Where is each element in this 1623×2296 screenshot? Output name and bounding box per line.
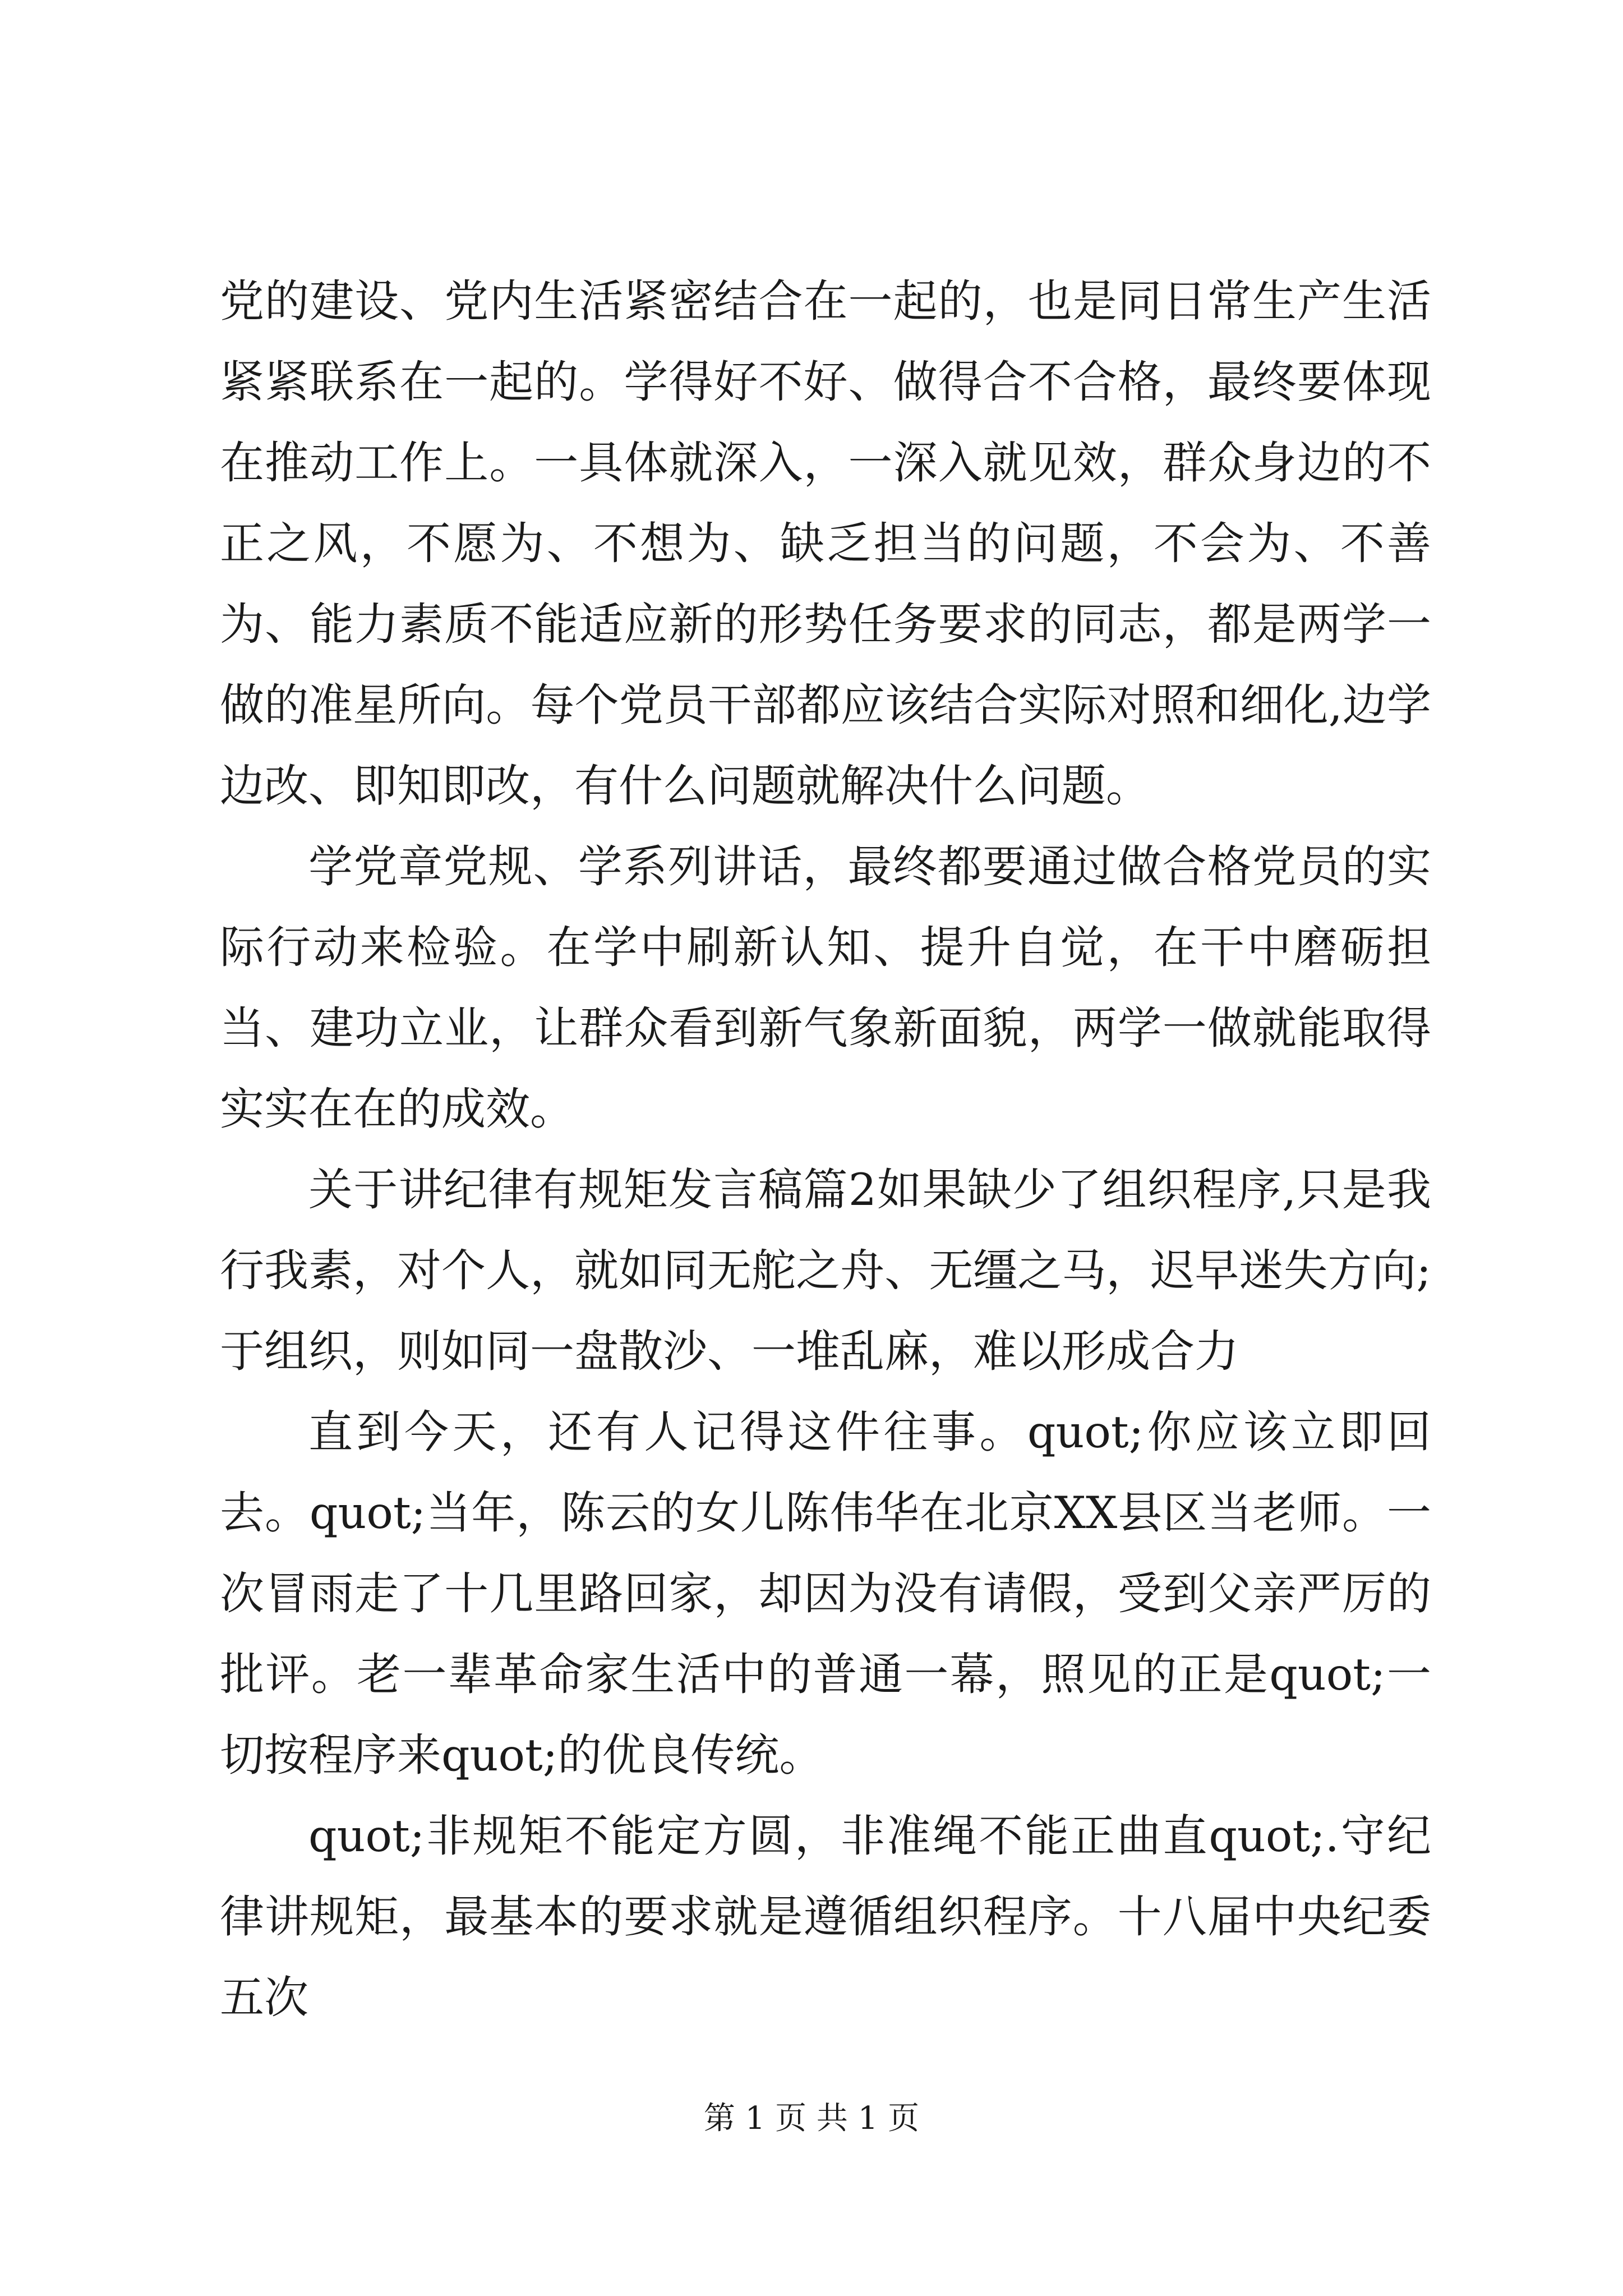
page-footer: 第 1 页 共 1 页 (703, 2100, 920, 2137)
paragraph-4: 直到今天，还有人记得这件往事。quot;你应该立即回去。quot;当年，陈云的女儿陈伟华在北京XX县区当老师。一次冒雨走了十几里路回家，却因为没有请假，受到父亲严厉的批评。老一辈革命家生活中的普通一幕，照见的正是quot;一切按程序来quot;的优良传统。 (220, 1406, 1431, 1781)
paragraph-5: quot;非规矩不能定方圆，非准绳不能正曲直quot;.守纪律讲规矩，最基本的要求就是遵循组织程序。十八届中央纪委五次 (220, 1810, 1431, 2023)
paragraph-3: 关于讲纪律有规矩发言稿篇2如果缺少了组织程序,只是我行我素，对个人，就如同无舵之舟、无缰之马，迟早迷失方向;于组织，则如同一盘散沙、一堆乱麻，难以形成合力 (220, 1164, 1431, 1377)
paragraph-1: 党的建设、党内生活紧密结合在一起的，也是同日常生产生活紧紧联系在一起的。学得好不好、做得合不合格，最终要体现在推动工作上。一具体就深入，一深入就见效，群众身边的不正之风，不愿为、不想为、缺乏担当的问题，不会为、不善为、能力素质不能适应新的形势任务要求的同志，都是两学一做的准星所向。每个党员干部都应该结合实际对照和细化,边学边改、即知即改，有什么问题就解决什么问题。 (220, 275, 1431, 812)
paragraph-2: 学党章党规、学系列讲话，最终都要通过做合格党员的实际行动来检验。在学中刷新认知、提升自觉，在干中磨砺担当、建功立业，让群众看到新气象新面貌，两学一做就能取得实实在在的成效。 (220, 841, 1431, 1135)
document-body (220, 261, 1431, 2038)
